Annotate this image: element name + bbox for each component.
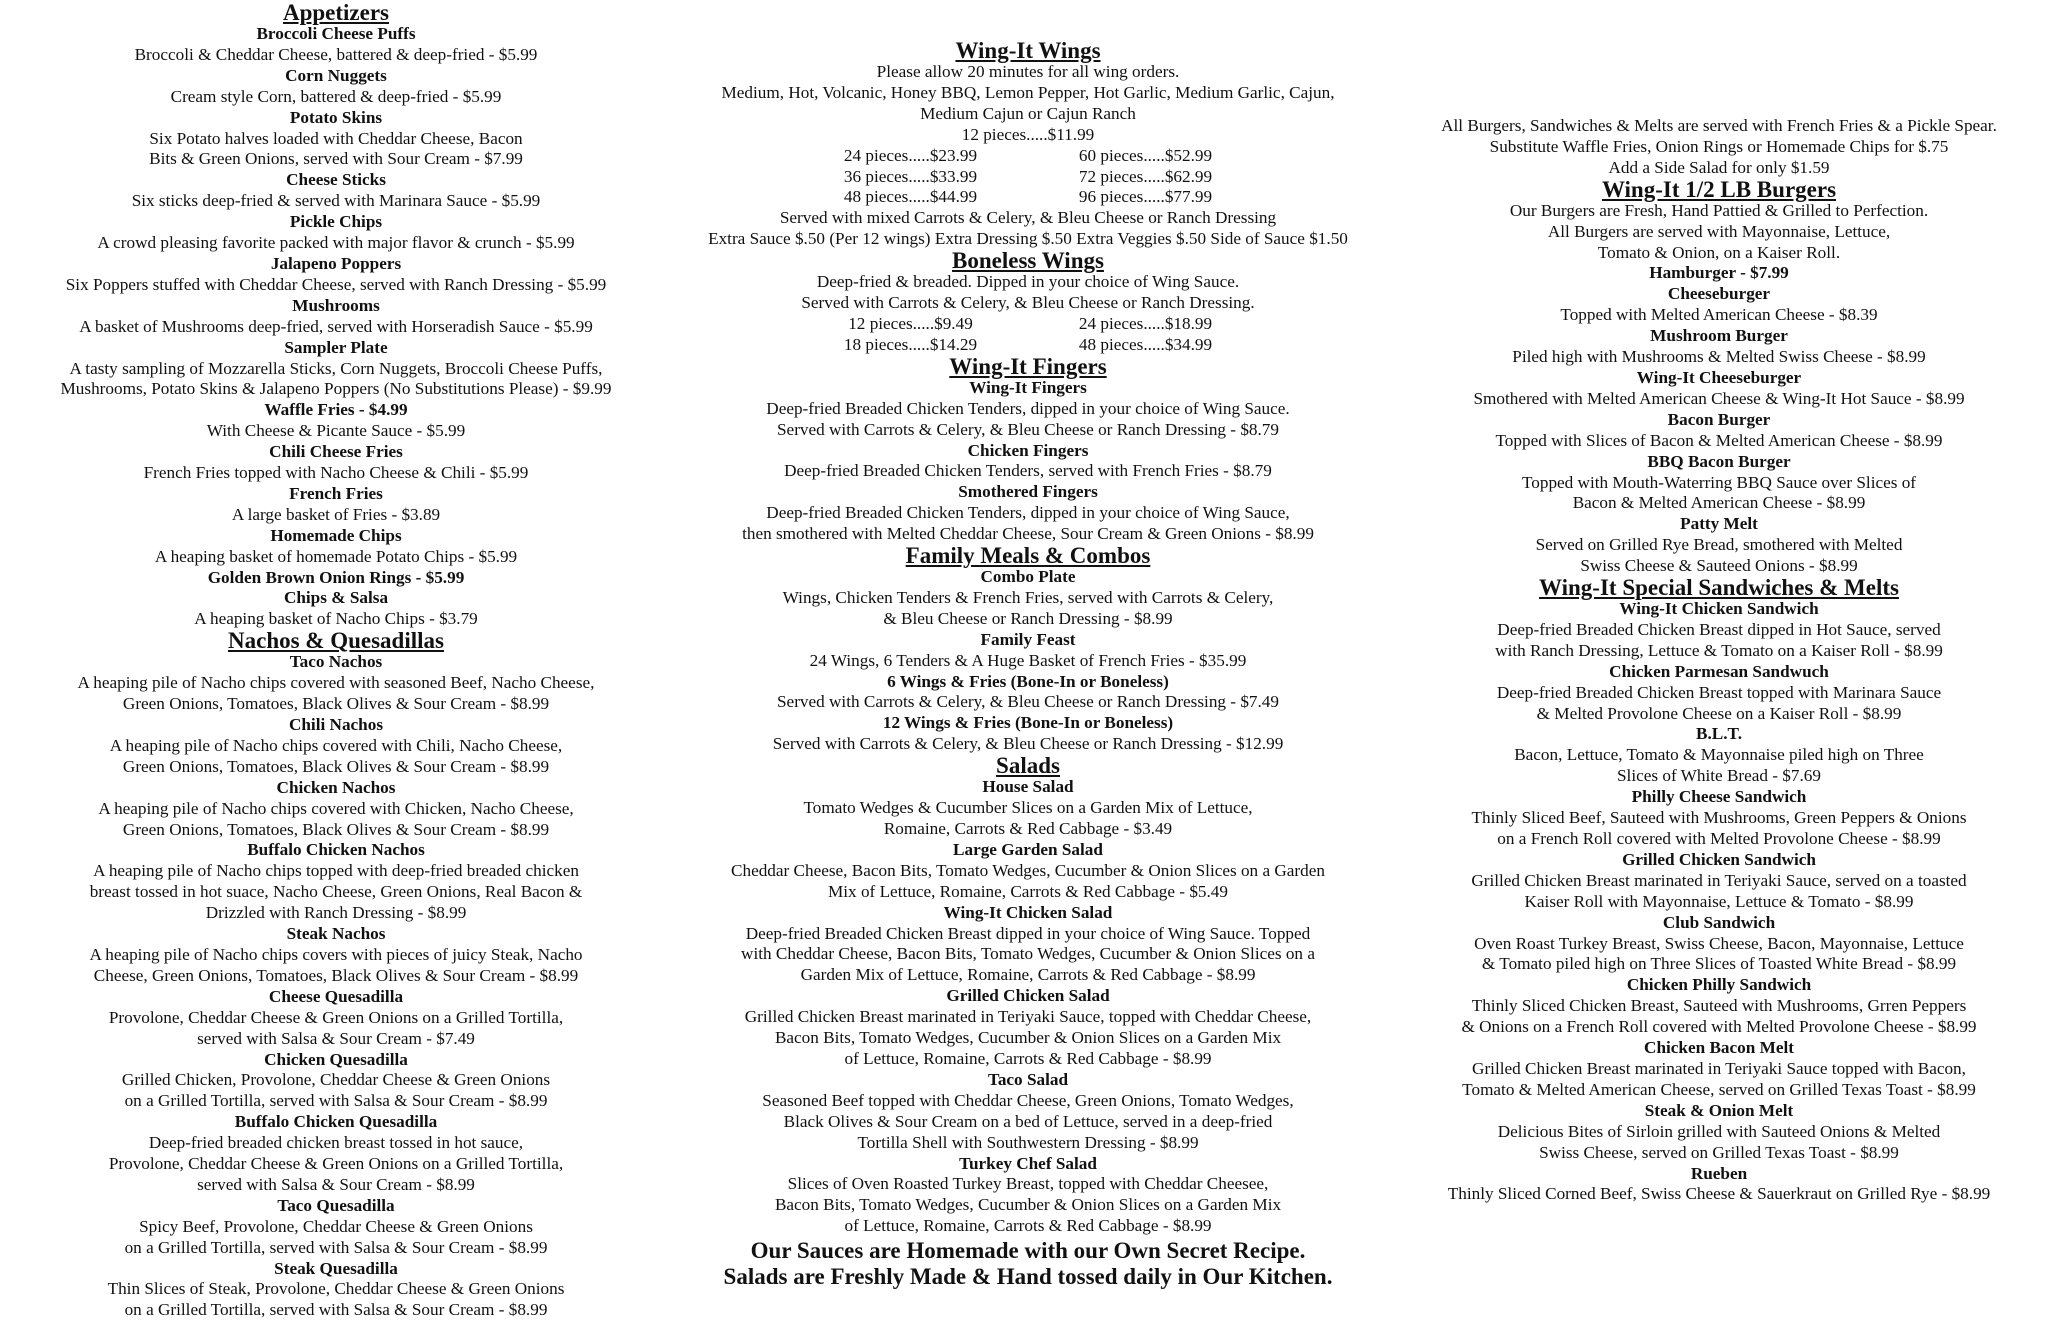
menu-item-name: Chili Cheese Fries — [269, 442, 403, 462]
info-line: Substitute Waffle Fries, Onion Rings or Homemade Chips for $.75 — [1489, 136, 1949, 156]
menu-item-desc: Grilled Chicken Breast marinated in Teriyaki Sauce, served on a toasted — [1471, 870, 1967, 890]
price-cell: 48 pieces.....$44.99 — [843, 187, 978, 207]
info-line: Extra Sauce $.50 (Per 12 wings) Extra Dressing $.50 Extra Veggies $.50 Side of Sauce $1.50 — [708, 229, 1348, 249]
menu-item-desc: then smothered with Melted Cheddar Cheese, Sour Cream & Green Onions - $8.99 — [742, 524, 1314, 544]
menu-item — [0, 338, 672, 401]
menu-item-desc: Served on Grilled Rye Bread, smothered with Melted — [1535, 535, 1903, 555]
menu-item-name: Steak & Onion Melt — [1644, 1100, 1794, 1120]
menu-item-desc: A heaping pile of Nacho chips covered with Chili, Nacho Cheese, — [109, 735, 563, 755]
salads-list — [638, 777, 1418, 1237]
menu-item-desc: Broccoli & Cheddar Cheese, battered & deep-fried - $5.99 — [134, 44, 538, 64]
menu-item-desc: Thinly Sliced Chicken Breast, Sauteed with Mushrooms, Grren Peppers — [1471, 996, 1967, 1016]
menu-item-name: B.L.T. — [1695, 724, 1742, 744]
menu-item — [0, 484, 672, 526]
menu-item — [1390, 284, 2048, 326]
menu-item-name: Steak Nachos — [286, 924, 386, 944]
menu-item-desc: & Bleu Cheese or Ranch Dressing - $8.99 — [883, 608, 1173, 628]
menu-item-name: Sampler Plate — [284, 337, 388, 357]
price-cell: 48 pieces.....$34.99 — [1078, 334, 1213, 354]
menu-item-desc: Tomato & Melted American Cheese, served on Grilled Texas Toast - $8.99 — [1462, 1079, 1976, 1099]
menu-item-name: Pickle Chips — [289, 212, 383, 232]
menu-item-desc: Black Olives & Sour Cream on a bed of Lettuce, served in a deep-fried — [783, 1111, 1273, 1131]
menu-item — [0, 924, 672, 987]
menu-item-desc: Romaine, Carrots & Red Cabbage - $3.49 — [883, 819, 1173, 838]
menu-item — [638, 378, 1418, 441]
menu-item — [1390, 1101, 2048, 1164]
family-list — [638, 567, 1418, 755]
menu-item-desc: Thin Slices of Steak, Provolone, Cheddar Cheese & Green Onions — [107, 1279, 565, 1299]
menu-item-desc: Bacon Bits, Tomato Wedges, Cucumber & Onion Slices on a Garden Mix — [774, 1028, 1282, 1048]
menu-item-desc: on a Grilled Tortilla, served with Salsa & Sour Cream - $8.99 — [124, 1237, 548, 1257]
menu-item-desc: Bits & Green Onions, served with Sour Cream - $7.99 — [149, 149, 523, 169]
menu-item-desc: A heaping pile of Nacho chips covers with pieces of juicy Steak, Nacho — [89, 944, 583, 964]
wings-extras — [638, 208, 1418, 250]
menu-item-name: Chicken Quesadilla — [264, 1049, 408, 1069]
menu-item-desc: Grilled Chicken Breast marinated in Teriyaki Sauce topped with Bacon, — [1472, 1058, 1966, 1078]
menu-item-desc: breast tossed in hot suace, Nacho Cheese, Green Onions, Real Bacon & — [89, 882, 583, 902]
right-column — [1390, 116, 2048, 1205]
menu-item-desc: Deep-fried Breaded Chicken Breast dipped in your choice of Wing Sauce. Topped — [745, 923, 1311, 943]
menu-item-desc: Seasoned Beef topped with Cheddar Cheese, Green Onions, Tomato Wedges, — [762, 1090, 1294, 1110]
menu-item — [638, 903, 1418, 987]
menu-item-desc: A heaping basket of homemade Potato Chips - $5.99 — [154, 546, 518, 566]
menu-item-desc: Green Onions, Tomatoes, Black Olives & Sour Cream - $8.99 — [122, 819, 550, 839]
menu-item — [0, 1050, 672, 1113]
menu-item — [0, 715, 672, 778]
menu-item — [1390, 913, 2048, 976]
price-cell: 72 pieces.....$62.99 — [1078, 166, 1213, 186]
menu-item-desc: Topped with Melted American Cheese - $8.39 — [1560, 305, 1878, 325]
menu-item — [0, 652, 672, 715]
menu-item-name: Large Garden Salad — [953, 839, 1103, 859]
menu-item — [0, 568, 672, 589]
menu-item-desc: Deep-fried Breaded Chicken Breast topped with Marinara Sauce — [1496, 682, 1942, 702]
menu-item-name: Broccoli Cheese Puffs — [256, 24, 416, 43]
menu-item-desc: Bacon, Lettuce, Tomato & Mayonnaise piled high on Three — [1514, 745, 1924, 765]
menu-item-desc: Slices of White Bread - $7.69 — [1617, 766, 1821, 786]
menu-item-desc: A large basket of Fries - $3.89 — [231, 504, 441, 524]
menu-item-desc: Smothered with Melted American Cheese & Wing-It Hot Sauce - $8.99 — [1473, 388, 1965, 408]
menu-item — [1390, 514, 2048, 577]
menu-item-desc: Provolone, Cheddar Cheese & Green Onions on a Grilled Tortilla, — [108, 1154, 564, 1174]
menu-item-name: 6 Wings & Fries (Bone-In or Boneless) — [887, 671, 1169, 691]
menu-item-desc: With Cheese & Picante Sauce - $5.99 — [206, 421, 466, 441]
menu-item-name: Smothered Fingers — [958, 482, 1098, 502]
menu-item-desc: served with Salsa & Sour Cream - $8.99 — [197, 1174, 475, 1194]
menu-item — [0, 254, 672, 296]
menu-item-name: Chicken Bacon Melt — [1644, 1038, 1794, 1058]
menu-item-desc: Wings, Chicken Tenders & French Fries, served with Carrots & Celery, — [782, 587, 1274, 607]
menu-item-name: Chips & Salsa — [283, 588, 389, 608]
menu-item-name: Golden Brown Onion Rings - $5.99 — [207, 567, 465, 587]
burgers-intro — [1390, 201, 2048, 264]
menu-item-desc: Slices of Oven Roasted Turkey Breast, topped with Cheddar Cheesee, — [787, 1174, 1269, 1194]
menu-item-desc: with Cheddar Cheese, Bacon Bits, Tomato Wedges, Cucumber & Onion Slices on a — [741, 944, 1315, 964]
menu-item-name: Club Sandwich — [1662, 912, 1776, 932]
menu-item-desc: Green Onions, Tomatoes, Black Olives & Sour Cream - $8.99 — [122, 756, 550, 776]
menu-item — [1390, 326, 2048, 368]
menu-item-desc: & Tomato piled high on Three Slices of Toasted White Bread - $8.99 — [1481, 954, 1957, 974]
menu-item-desc: Tortilla Shell with Southwestern Dressing - $8.99 — [857, 1132, 1199, 1152]
info-line: All Burgers are served with Mayonnaise, Lettuce, — [1547, 221, 1891, 241]
menu-item-name: Wing-It Chicken Salad — [943, 902, 1113, 922]
menu-item-name: Buffalo Chicken Quesadilla — [234, 1112, 438, 1132]
appetizers-heading: Appetizers — [282, 0, 390, 25]
wings-price-grid — [793, 146, 1263, 209]
menu-item-desc: Piled high with Mushrooms & Melted Swiss Cheese - $8.99 — [1512, 347, 1926, 367]
menu-item-name: Wing-It Chicken Sandwich — [1619, 599, 1819, 619]
menu-item — [638, 567, 1418, 630]
menu-item — [0, 212, 672, 254]
menu-item — [1390, 410, 2048, 452]
price-cell: 18 pieces.....$14.29 — [843, 334, 978, 354]
menu-item — [0, 24, 672, 66]
menu-item-name: BBQ Bacon Burger — [1647, 451, 1791, 471]
burgers-list — [1390, 263, 2048, 577]
menu-item-name: Cheese Sticks — [286, 170, 386, 190]
menu-item-name: French Fries — [289, 483, 383, 503]
menu-item-name: Cheese Quesadilla — [268, 986, 404, 1006]
family-heading: Family Meals & Combos — [905, 543, 1151, 569]
menu-item-name: Wing-It Cheeseburger — [1636, 367, 1802, 387]
menu-item-desc: A heaping basket of Nacho Chips - $3.79 — [194, 609, 478, 629]
menu-item-name: Patty Melt — [1680, 514, 1758, 534]
menu-item-name: Jalapeno Poppers — [270, 253, 402, 273]
info-line: Deep-fried & breaded. Dipped in your choice of Wing Sauce. — [816, 272, 1240, 292]
menu-item-name: Corn Nuggets — [285, 65, 387, 85]
menu-item-desc: A heaping pile of Nacho chips covered with Chicken, Nacho Cheese, — [98, 798, 574, 818]
menu-item-desc: A tasty sampling of Mozzarella Sticks, Corn Nuggets, Broccoli Cheese Puffs, — [69, 358, 603, 378]
menu-item — [0, 170, 672, 212]
menu-item — [638, 840, 1418, 903]
menu-item-desc: Topped with Mouth-Waterring BBQ Sauce over Slices of — [1521, 472, 1917, 492]
menu-item-name: Waffle Fries - $4.99 — [264, 400, 408, 420]
menu-item-desc: Cheese, Green Onions, Tomatoes, Black Olives & Sour Cream - $8.99 — [93, 965, 579, 985]
menu-item — [638, 986, 1418, 1070]
menu-item-name: Chicken Philly Sandwich — [1626, 975, 1812, 995]
menu-item-desc: Deep-fried Breaded Chicken Tenders, dipped in your choice of Wing Sauce, — [766, 503, 1290, 523]
footer-line-2: Salads are Freshly Made & Hand tossed daily in Our Kitchen. — [723, 1264, 1333, 1290]
menu-item-name: Turkey Chef Salad — [959, 1153, 1097, 1173]
menu-item-desc: Kaiser Roll with Mayonnaise, Lettuce & Tomato - $8.99 — [1524, 891, 1914, 911]
menu-item — [1390, 975, 2048, 1038]
menu-item-name: Grilled Chicken Salad — [946, 986, 1110, 1006]
menu-item — [1390, 263, 2048, 284]
menu-item-name: Steak Quesadilla — [274, 1258, 398, 1278]
menu-item-desc: Bacon & Melted American Cheese - $8.99 — [1572, 493, 1866, 513]
price-cell: 24 pieces.....$23.99 — [843, 145, 978, 165]
menu-item-desc: Drizzled with Ranch Dressing - $8.99 — [205, 903, 467, 923]
menu-item — [1390, 850, 2048, 913]
menu-item-desc: Topped with Slices of Bacon & Melted American Cheese - $8.99 — [1495, 430, 1943, 450]
sandwiches-list — [1390, 599, 2048, 1205]
menu-item-name: House Salad — [982, 777, 1074, 797]
menu-item — [0, 1259, 672, 1322]
menu-item-desc: Six Poppers stuffed with Cheddar Cheese, served with Ranch Dressing - $5.99 — [65, 274, 607, 294]
menu-item-desc: Thinly Sliced Beef, Sauteed with Mushrooms, Green Peppers & Onions — [1471, 808, 1967, 828]
menu-item-name: Cheeseburger — [1667, 284, 1771, 304]
menu-item-desc: Mix of Lettuce, Romaine, Carrots & Red Cabbage - $5.49 — [828, 881, 1228, 901]
menu-item — [638, 672, 1418, 714]
menu-item-name: Potato Skins — [289, 107, 383, 127]
salads-heading: Salads — [996, 753, 1060, 779]
info-line: Please allow 20 minutes for all wing orders. — [876, 62, 1180, 81]
fingers-heading: Wing-It Fingers — [949, 353, 1107, 379]
menu-item — [638, 713, 1418, 755]
menu-item-desc: Swiss Cheese & Sauteed Onions - $8.99 — [1580, 556, 1858, 576]
menu-item-desc: Swiss Cheese, served on Grilled Texas Toast - $8.99 — [1539, 1142, 1899, 1162]
menu-item-name: Buffalo Chicken Nachos — [247, 840, 425, 860]
menu-item-name: Rueben — [1690, 1163, 1748, 1183]
menu-item — [1390, 599, 2048, 662]
menu-item-desc: Spicy Beef, Provolone, Cheddar Cheese & Green Onions — [139, 1216, 533, 1236]
info-line: 12 pieces.....$11.99 — [961, 124, 1095, 144]
menu-item-desc: Served with Carrots & Celery, & Bleu Cheese or Ranch Dressing - $12.99 — [772, 734, 1284, 754]
menu-item-desc: Garden Mix of Lettuce, Romaine, Carrots & Red Cabbage - $8.99 — [800, 965, 1256, 985]
menu-item-name: Bacon Burger — [1667, 409, 1771, 429]
info-line: Served with Carrots & Celery, & Bleu Cheese or Ranch Dressing. — [801, 293, 1255, 313]
price-cell: 36 pieces.....$33.99 — [843, 166, 978, 186]
info-line: All Burgers, Sandwiches & Melts are served with French Fries & a Pickle Spear. — [1441, 116, 1997, 135]
menu-item — [0, 1112, 672, 1196]
price-cell: 60 pieces.....$52.99 — [1078, 145, 1213, 165]
menu-item — [0, 588, 672, 630]
info-line: Medium, Hot, Volcanic, Honey BBQ, Lemon Pepper, Hot Garlic, Medium Garlic, Cajun, — [721, 82, 1335, 102]
menu-item-name: Taco Nachos — [289, 652, 383, 672]
info-line: Medium Cajun or Cajun Ranch — [920, 103, 1136, 123]
menu-item-desc: Six sticks deep-fried & served with Marinara Sauce - $5.99 — [131, 191, 541, 211]
menu-item-desc: on a Grilled Tortilla, served with Salsa & Sour Cream - $8.99 — [124, 1300, 548, 1320]
menu-item — [0, 1196, 672, 1259]
menu-item — [0, 66, 672, 108]
menu-item — [0, 400, 672, 442]
info-line: Served with mixed Carrots & Celery, & Bleu Cheese or Ranch Dressing — [779, 208, 1277, 228]
menu-item — [1390, 1164, 2048, 1206]
menu-item-desc: Deep-fried breaded chicken breast tossed in hot sauce, — [148, 1133, 524, 1153]
menu-item — [638, 441, 1418, 483]
menu-item-name: Combo Plate — [980, 567, 1076, 587]
menu-item-name: Chili Nachos — [288, 715, 384, 734]
wings-info — [638, 62, 1418, 146]
menu-item-desc: Tomato Wedges & Cucumber Slices on a Garden Mix of Lettuce, — [803, 798, 1253, 818]
menu-item-desc: Green Onions, Tomatoes, Black Olives & Sour Cream - $8.99 — [122, 694, 550, 714]
boneless-info — [638, 272, 1418, 314]
menu-item-desc: A basket of Mushrooms deep-fried, served with Horseradish Sauce - $5.99 — [79, 316, 593, 336]
menu-item-desc: served with Salsa & Sour Cream - $7.49 — [197, 1028, 475, 1048]
boneless-price-grid — [793, 314, 1263, 356]
menu-item — [0, 840, 672, 924]
menu-item — [1390, 452, 2048, 515]
menu-item-desc: Deep-fried Breaded Chicken Breast dipped in Hot Sauce, served — [1497, 619, 1941, 639]
nachos-heading: Nachos & Quesadillas — [228, 628, 444, 654]
menu-item-desc: A heaping pile of Nacho chips covered with seasoned Beef, Nacho Cheese, — [77, 673, 595, 693]
menu-item-desc: Deep-fried Breaded Chicken Tenders, dipped in your choice of Wing Sauce. — [766, 398, 1290, 418]
menu-item-name: Grilled Chicken Sandwich — [1622, 849, 1816, 869]
menu-item-name: Wing-It Fingers — [969, 377, 1087, 397]
menu-item-desc: with Ranch Dressing, Lettuce & Tomato on a Kaiser Roll - $8.99 — [1495, 640, 1943, 660]
sandwiches-heading: Wing-It Special Sandwiches & Melts — [1539, 575, 1899, 601]
info-line: Our Burgers are Fresh, Hand Pattied & Grilled to Perfection. — [1509, 200, 1929, 220]
menu-item — [638, 777, 1418, 840]
boneless-heading: Boneless Wings — [952, 248, 1104, 274]
menu-item-desc: Grilled Chicken Breast marinated in Teriyaki Sauce, topped with Cheddar Cheese, — [744, 1007, 1312, 1027]
menu-item-name: 12 Wings & Fries (Bone-In or Boneless) — [882, 713, 1174, 733]
menu-item-desc: on a Grilled Tortilla, served with Salsa & Sour Cream - $8.99 — [124, 1091, 548, 1111]
menu-item — [0, 778, 672, 841]
menu-item-name: Taco Quesadilla — [277, 1195, 395, 1215]
menu-item-desc: Deep-fried Breaded Chicken Tenders, served with French Fries - $8.79 — [784, 461, 1272, 481]
menu-item — [0, 442, 672, 484]
middle-column — [638, 40, 1418, 1289]
menu-item — [1390, 724, 2048, 787]
price-cell: 12 pieces.....$9.49 — [848, 313, 973, 333]
price-cell: 24 pieces.....$18.99 — [1078, 313, 1213, 333]
menu-item-desc: Served with Carrots & Celery, & Bleu Cheese or Ranch Dressing - $8.79 — [777, 419, 1279, 439]
info-line: Add a Side Salad for only $1.59 — [1608, 157, 1830, 177]
menu-item-name: Homemade Chips — [270, 525, 402, 545]
menu-item — [1390, 662, 2048, 725]
menu-item-desc: A crowd pleasing favorite packed with major flavor & crunch - $5.99 — [97, 233, 575, 253]
menu-item-desc: Cheddar Cheese, Bacon Bits, Tomato Wedges, Cucumber & Onion Slices on a Garden — [731, 860, 1325, 880]
menu-item-desc: Oven Roast Turkey Breast, Swiss Cheese, Bacon, Mayonnaise, Lettuce — [1474, 933, 1964, 953]
footer-line-1: Our Sauces are Homemade with our Own Secret Recipe. — [750, 1238, 1306, 1264]
menu-item — [638, 1070, 1418, 1154]
wings-heading: Wing-It Wings — [955, 38, 1101, 63]
info-line: Tomato & Onion, on a Kaiser Roll. — [1597, 242, 1841, 262]
menu-item-name: Hamburger - $7.99 — [1649, 263, 1789, 283]
menu-item-name: Taco Salad — [987, 1069, 1069, 1089]
menu-item-name: Mushrooms — [292, 295, 380, 315]
menu-item-desc: French Fries topped with Nacho Cheese & Chili - $5.99 — [143, 463, 529, 483]
menu-item — [0, 108, 672, 171]
menu-item-desc: Thinly Sliced Corned Beef, Swiss Cheese & Sauerkraut on Grilled Rye - $8.99 — [1447, 1184, 1991, 1204]
menu-item — [1390, 787, 2048, 850]
menu-item — [0, 526, 672, 568]
menu-item-desc: Mushrooms, Potato Skins & Jalapeno Poppers (No Substitutions Please) - $9.99 — [60, 379, 612, 399]
burgers-heading: Wing-It 1/2 LB Burgers — [1601, 176, 1837, 202]
right-intro — [1390, 116, 2048, 179]
menu-item-desc: Cream style Corn, battered & deep-fried - $5.99 — [170, 86, 502, 106]
menu-item — [0, 987, 672, 1050]
menu-item — [1390, 1038, 2048, 1101]
appetizers-list — [0, 24, 672, 630]
left-column — [0, 2, 672, 1321]
menu-item-desc: Served with Carrots & Celery, & Bleu Cheese or Ranch Dressing - $7.49 — [777, 692, 1279, 712]
menu-item-name: Mushroom Burger — [1650, 326, 1788, 346]
menu-item-desc: of Lettuce, Romaine, Carrots & Red Cabbage - $8.99 — [844, 1048, 1212, 1068]
menu-item — [638, 482, 1418, 545]
menu-item-desc: Grilled Chicken, Provolone, Cheddar Cheese & Green Onions — [121, 1070, 551, 1090]
menu-item-name: Chicken Parmesan Sandwuch — [1609, 661, 1829, 681]
fingers-list — [638, 378, 1418, 545]
menu-item-desc: A heaping pile of Nacho chips topped with deep-fried breaded chicken — [93, 861, 579, 881]
menu-item-desc: & Melted Provolone Cheese on a Kaiser Roll - $8.99 — [1536, 703, 1902, 723]
menu-item-name: Chicken Nachos — [276, 777, 396, 797]
menu-item-name: Family Feast — [980, 629, 1076, 649]
menu-item-desc: Delicious Bites of Sirloin grilled with Sauteed Onions & Melted — [1497, 1121, 1941, 1141]
price-cell: 96 pieces.....$77.99 — [1078, 187, 1213, 207]
menu-item-desc: on a French Roll covered with Melted Provolone Cheese - $8.99 — [1497, 829, 1941, 848]
nachos-list — [0, 652, 672, 1321]
menu-item — [1390, 368, 2048, 410]
menu-item-desc: Provolone, Cheddar Cheese & Green Onions on a Grilled Tortilla, — [108, 1007, 564, 1027]
menu-item-desc: 24 Wings, 6 Tenders & A Huge Basket of French Fries - $35.99 — [809, 650, 1247, 670]
menu-item — [0, 296, 672, 338]
menu-item-desc: & Onions on a French Roll covered with Melted Provolone Cheese - $8.99 — [1461, 1017, 1977, 1037]
menu-item — [638, 630, 1418, 672]
menu-item-desc: Six Potato halves loaded with Cheddar Cheese, Bacon — [149, 128, 523, 148]
menu-item-name: Philly Cheese Sandwich — [1631, 787, 1807, 807]
menu-item-desc: Bacon Bits, Tomato Wedges, Cucumber & Onion Slices on a Garden Mix — [774, 1195, 1282, 1215]
menu-item-name: Chicken Fingers — [967, 440, 1089, 460]
menu-item-desc: of Lettuce, Romaine, Carrots & Red Cabbage - $8.99 — [844, 1216, 1212, 1236]
menu-item — [638, 1154, 1418, 1238]
